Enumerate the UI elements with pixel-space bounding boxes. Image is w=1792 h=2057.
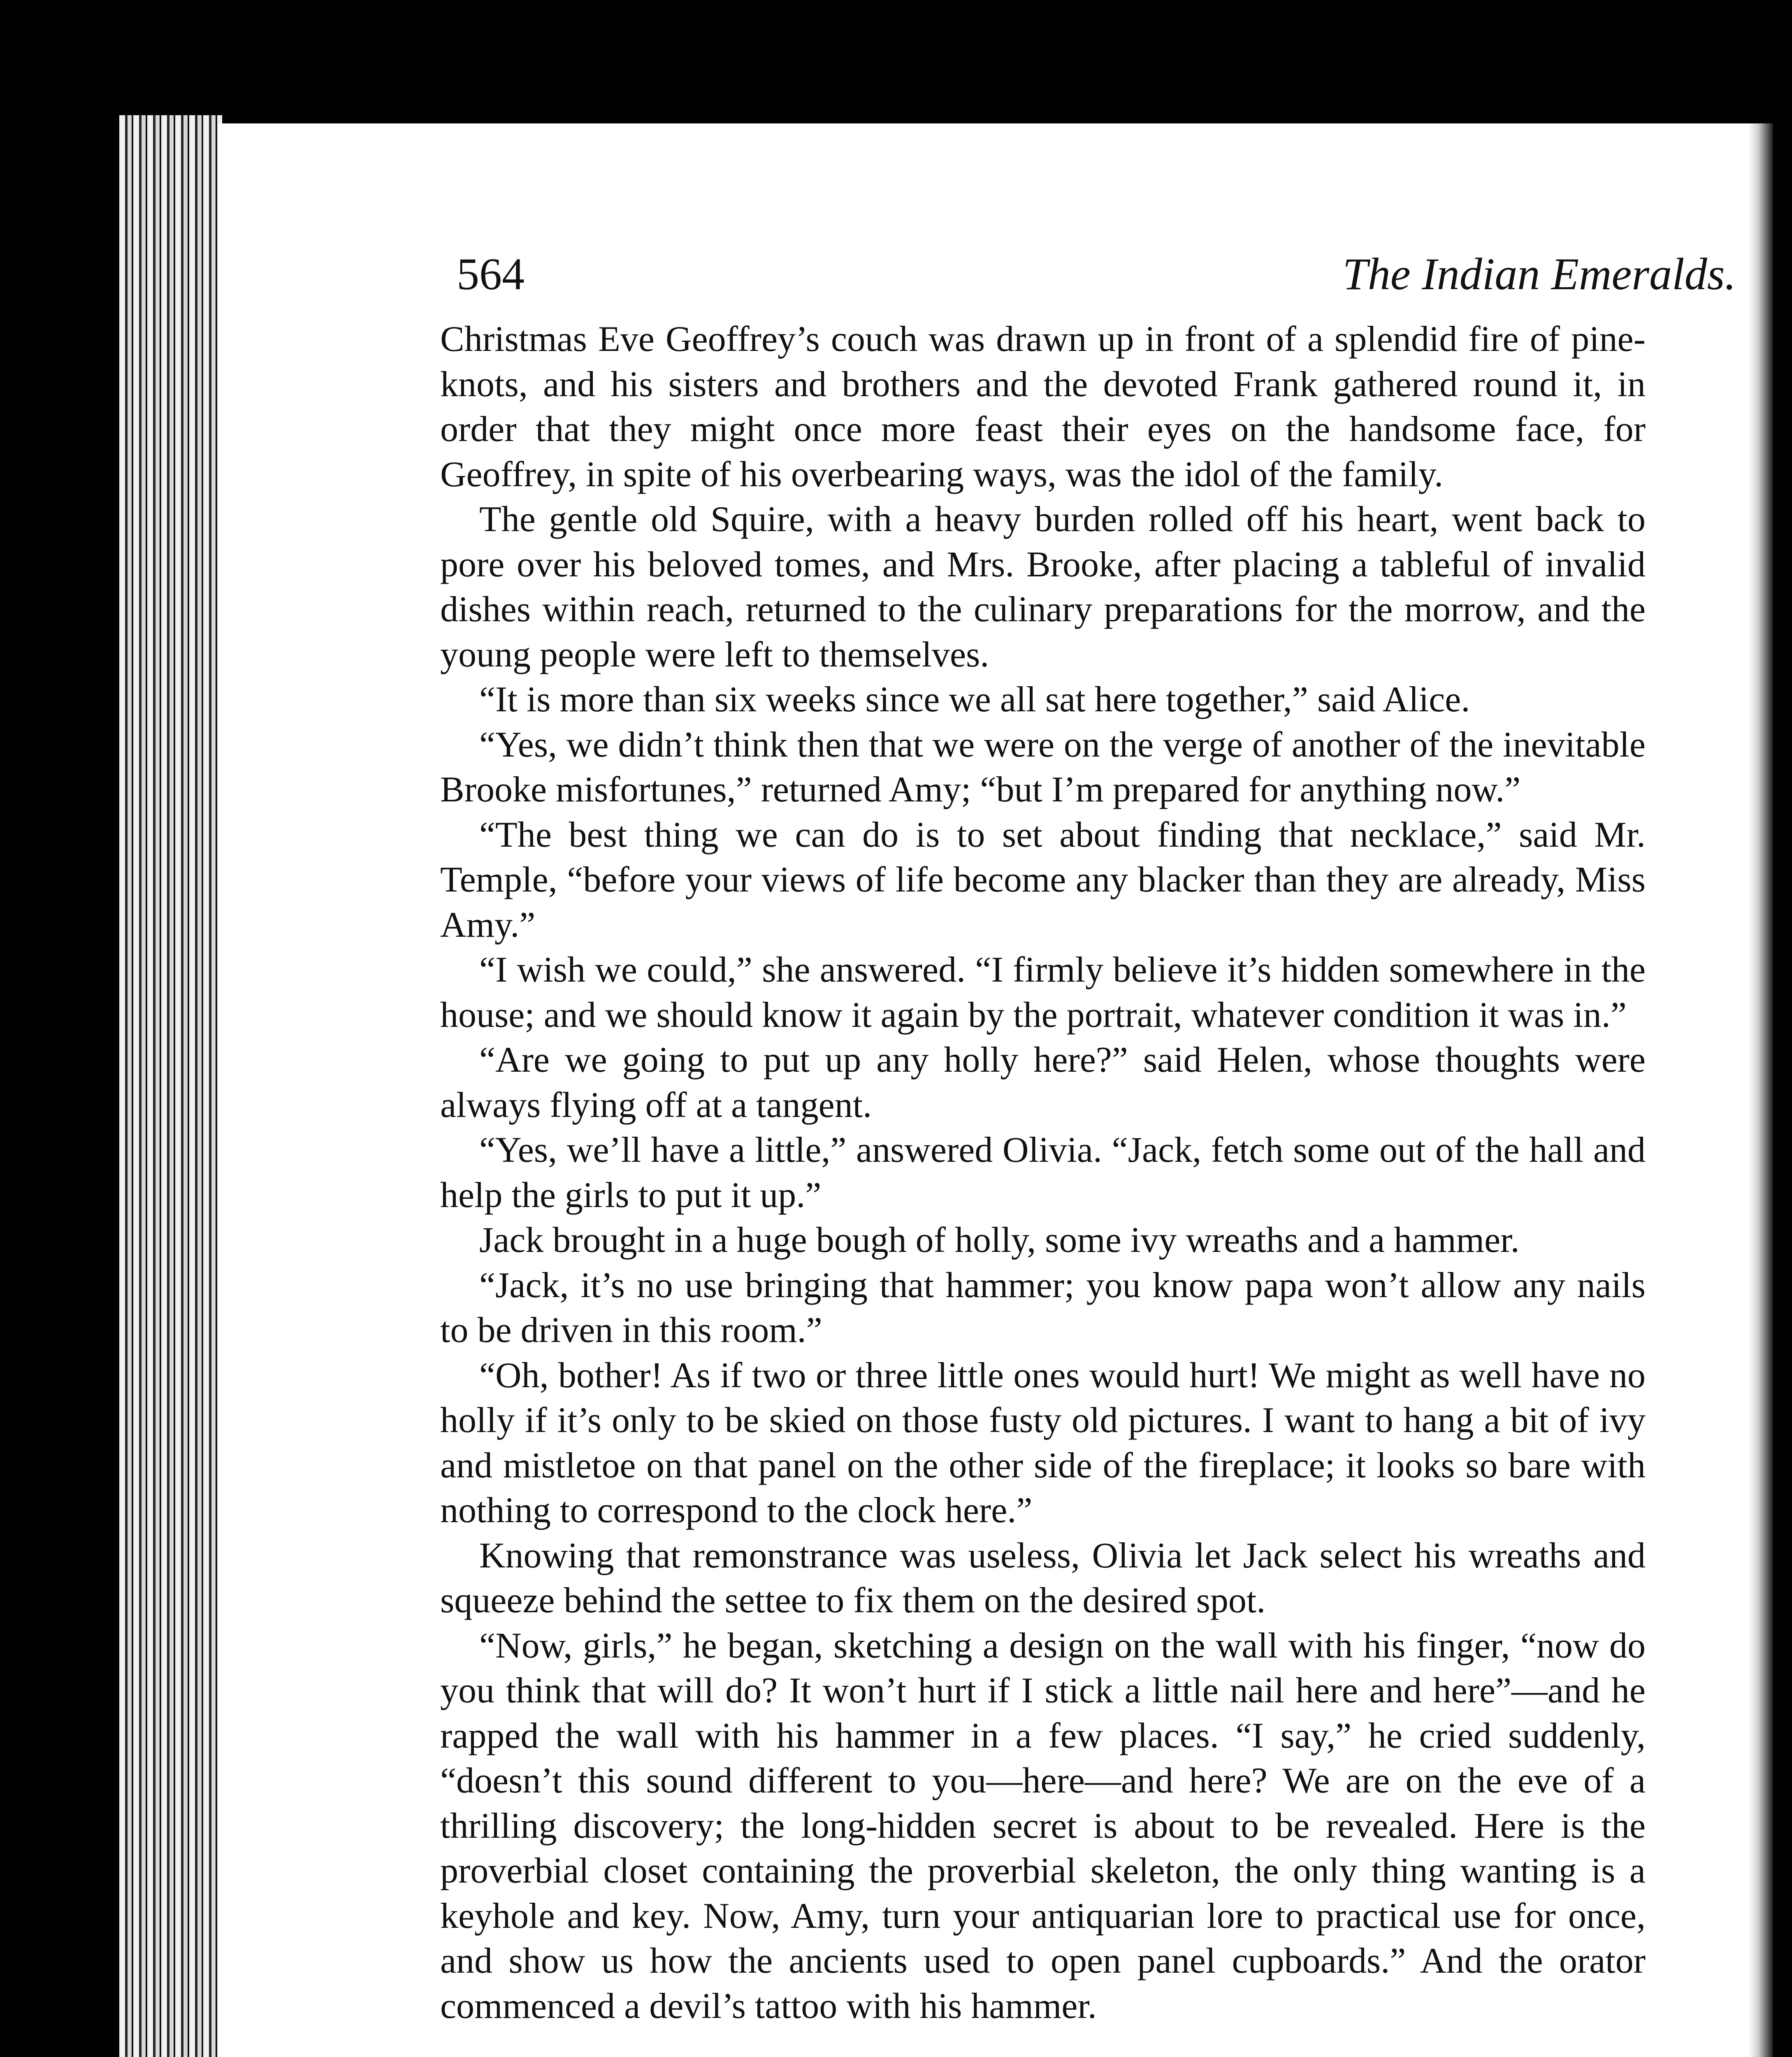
body-text bbox=[440, 317, 1646, 2029]
paragraph: The gentle old Squire, with a heavy burden rolled off his heart, went back to pore over his beloved tomes, and Mrs. Brooke, after placing a tableful of invalid dishes within reach, returned to the culinary preparations for the morrow, and the young people were left to themselves. bbox=[440, 499, 1646, 675]
page-gutter-shadow bbox=[1748, 123, 1773, 2057]
page-header bbox=[457, 226, 1792, 300]
book-page-edges bbox=[119, 115, 222, 2057]
paragraph: “Jack, it’s no use bringing that hammer; you know papa won’t allow any nails to be driven in this room.” bbox=[440, 1265, 1646, 1350]
paragraph: Knowing that remonstrance was useless, Olivia let Jack select his wreaths and squeeze behind the settee to fix them on the desired spot. bbox=[440, 1535, 1646, 1621]
paragraph: “I wish we could,” she answered. “I firmly believe it’s hidden somewhere in the house; and we should know it again by the portrait, whatever condition it was in.” bbox=[440, 950, 1646, 1035]
paragraph: Jack brought in a huge bough of holly, some ivy wreaths and a hammer. bbox=[479, 1220, 1520, 1260]
paragraph: “It is more than six weeks since we all sat here together,” said Alice. bbox=[479, 680, 1470, 720]
paragraph: “Oh, bother! As if two or three little ones would hurt! We might as well have no holly if it’s only to be skied on those fusty old pictures. I want to hang a bit of ivy and mistletoe on that panel on the other side of the fireplace; it looks so bare with nothing to correspond to the clock here.” bbox=[440, 1355, 1646, 1530]
paragraph: “The best thing we can do is to set about finding that necklace,” said Mr. Temple, “before your views of life become any blacker than they are already, Miss Amy.” bbox=[440, 815, 1646, 945]
paragraph: “Yes, we didn’t think then that we were on the verge of another of the inevitable Brooke misfortunes,” returned Amy; “but I’m prepared for anything now.” bbox=[440, 724, 1646, 810]
paragraph: “Are we going to put up any holly here?” said Helen, whose thoughts were always flying off at a tangent. bbox=[440, 1040, 1646, 1125]
paragraph: Christmas Eve Geoffrey’s couch was drawn up in front of a splendid fire of pine-knots, and his sisters and brothers and the devoted Frank gathered round it, in order that they might once more feast their eyes on the handsome face, for Geoffrey, in spite of his overbearing ways, was the idol of the family. bbox=[440, 319, 1646, 495]
paragraph: “Now, girls,” he began, sketching a design on the wall with his finger, “now do you think that will do? It won’t hurt if I stick a little nail here and here”—and he rapped the wall with his hammer in a few places. “I say,” he cried suddenly, “doesn’t this sound different to you—here—and here? We are on the eve of a thrilling discovery; the long-hidden secret is about to be revealed. Here is the proverbial closet containing the proverbial skeleton, the only thing wanting is a keyhole and key. Now, Amy, turn your antiquarian lore to practical use for once, and show us how the ancients used to open panel cupboards.” And the orator commenced a devil’s tattoo with his hammer. bbox=[440, 1625, 1646, 2026]
page-number: 564 bbox=[457, 249, 525, 299]
running-title: The Indian Emeralds. bbox=[1342, 249, 1736, 299]
paragraph: “Yes, we’ll have a little,” answered Olivia. “Jack, fetch some out of the hall and help the girls to put it up.” bbox=[440, 1130, 1646, 1215]
